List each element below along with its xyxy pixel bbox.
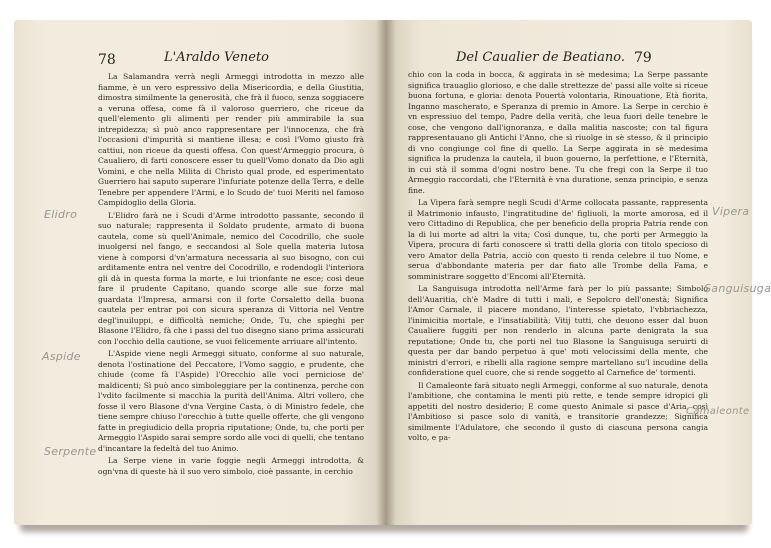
right-page-body [408,70,708,446]
paragraph-aspide: L'Aspide viene negli Armeggi situato, conforme al suo naturale, denota l'ostinatione del Peccatore, l'Vomo saggio, e prudente, che chiude (come fà l'Aspide) l'Orecchio alle voci perniciose de' maldicenti; Sì può anco simboleggiare per la continenza, perche con l'vdito facilmente si macchia la purità dell'Anima. Altri vollero, che fosse il vero Blasone d'vna Vergine Casta, ò di Ministro fedele, che tiene sempre chiuso l'orecchio à tutte quelle offerte, che gli vengono fatte in pregiudicio della propria riputatione; Onde, tu, che porti per Armeggio l'Aspido sarai sempre sordo alle voci di quelli, che tentano d'incantare la fedeltà del tuo Animo. [98,349,364,453]
paragraph-serpe-continued: chio con la coda in bocca, & aggirata in sè medesima; La Serpe passante significa trauaglio glorioso, e che dalle strettezze de' passi alle volte si riceue buona fortuna, e gloria: denota Pouertà volontaria, Rinouatione, Età fiorita, Inganno mascherato, e Speranza di premio in Amore. La Serpe in cerchio è vn espressiuo del tempo, Padre della verità, che leua fuori delle tenebre le cose, che vengono dall'ignoranza, e dalla malitia nascoste; con tal figura rappresentauano gli Antichi l'Anno, che sì riuolge in sè stesso, & il principio di vno congiunge col fine di quello. La Serpe aggirata in sè medesima significa la prudenza la cautela, il buon gouerno, la perfettione, e l'Eternità, in cui stà il somma d'ogni nostro bene. Tu che fregi con la Serpe il tuo Armeggio raccordati, che l'Eternità è vna duratione, senza principio, e senza fine. [408,70,708,195]
margin-note-sanguisuga: Sanguisuga [704,282,771,295]
left-page-header: L'Araldo Veneto [164,50,270,65]
margin-note-serpente: Serpente [44,445,97,458]
left-page [14,20,386,525]
paragraph-salamandra: La Salamandra verrà negli Armeggi introdotta in mezzo alle fiamme, è un vero espressivo della Misericordia, e della Giustitia, dimostra similmente la generosità, che frà il fuoco, senza soggiacere a veruna offesa, come fà il valoroso guerriero, che riceue da quell'elemento gli alimenti per render più ammirabile la sua intrepidezza; sì può anco rappresentare per l'innocenza, che frà l'occasioni d'impurità si mantiene illesa; e così l'Vomo giusto frà cattiui, non riceue da questi offesa. Con quest'Armeggio procura, ò Caualiero, di farti conoscere esser tu quell'Vomo donato da Dio agli Vomini, e che nella Milita di Christo qual prode, ed esperimentato Guerriero hai saputo superare l'infuriate potenze della Terra, e delle Tenebre per appendere l'Armi, e lo Scudo de' tuoi Meriti nel famoso Campidoglio della Gloria. [98,72,364,207]
right-page-header: Del Caualier de Beatiano. [456,50,625,65]
paragraph-sanguisuga: La Sanguisuga introdotta nell'Arme farà per lo più passante; Simbolo dell'Auaritia, ch'è Madre di tutti i mali, e Sepolcro dell'onestà; Significa l'Amor Carnale, il piacere mondano, l'interesse spietato, l'vbbriachezza, l'inimicitia mortale, e l'insatiabilità; Vitij tutti, che deuono esser dal buon Caualiere fuggiti per non renderlo in alcuna parte denigrata la sua reputatione; Onde tu, che porti nel tuo Blasone la Sanguisuga seruirti di questa per dar bando perpetuo à que' moti velocissimi della mente, che ministri d'errori, e ribelli alla ragione sempre martellano su'l incudine della confideratione quel cuore, che si rende soggetto al Carnefice de' tormenti. [408,284,708,377]
left-page-number: 78 [98,52,116,68]
paragraph-vipera: La Vipera farà sempre negli Scudi d'Arme collocata passante, rappresenta il Matrimonio infausto, l'ingratitudine de' figliuoli, la morte amorosa, ed il vero Cittadino di Republica, che per beneficio della propria Patria rende con la di lui morte ad altri la vita; Così dunque, tu, che porti per Armeggio la Vipera, procura di farti conoscere sì tratti della gloria con titolo specioso di vero Amator della Patria, acciò con questo ti renda celebre il tuo Nome, e serua d'abbondante materia per dar fiato alle Trombe della Fama, e somministrare soggetto d'Encomi all'Eternità. [408,198,708,281]
right-page [386,20,771,525]
paragraph-camaleonte: Il Camaleonte farà situato negli Armeggi, conforme al suo naturale, denota l'ambitione, che contamina le menti più rette, e tende sempre idropici gli appetiti del nostro desiderio; E come questo Animale si pasce d'Aria, così l'Ambitioso si pasce solo di vanità, e transitorie grandezze; Significa similmente l'Adulatore, che secondo il gusto di ciascuna persona cangia volto, e pa- [408,380,708,442]
margin-note-vipera: Vipera [712,205,750,218]
open-book [14,20,771,535]
left-page-body [98,72,364,479]
right-page-number: 79 [634,50,652,66]
paragraph-serpe-intro: La Serpe viene in varie foggie negli Armeggi introdotta, & ogn'vna di queste hà il suo vero simbolo, cioè passante, in cerchio [98,456,364,476]
book-gutter [376,20,396,525]
margin-note-camaleonte: Camaleonte [686,406,750,417]
paragraph-elidro: L'Elidro farà ne i Scudi d'Arme introdotto passante, secondo il suo naturale; rappresenta il Soldato prudente, armato di buona cautela, come sù quell'Animale, nemico del Cocodrillo, che suole inuolgersi nel fango, e seccandosi al Sole quella materia lutosa viene à comporsi d'vn'armatura necessaria al suo bisogno, con cui arditamente entra nel ventre del Cocodrillo, e rodendogli l'interiora gli dà in questa forma la morte, e lui trionfante ne esce; così deue fare il prudente Capitano, quando scorge alle sue forze mal guardata l'Impresa, armarsi con il forte Corsaletto della buona cautela per entrar poi con sicura speranza di Vittoria nel Ventre degl'inuiluppi, e difficoltà nemiche; Onde, Tu, che spieghi per Blasone l'Elidro, fà che i passi del tuo disegno siano prima assicurati con l'occhio della cautione, se vuoi felicemente arriuare all'intento. [98,210,364,346]
margin-note-elidro: Elidro [44,208,78,221]
margin-note-aspide: Aspide [42,350,81,363]
